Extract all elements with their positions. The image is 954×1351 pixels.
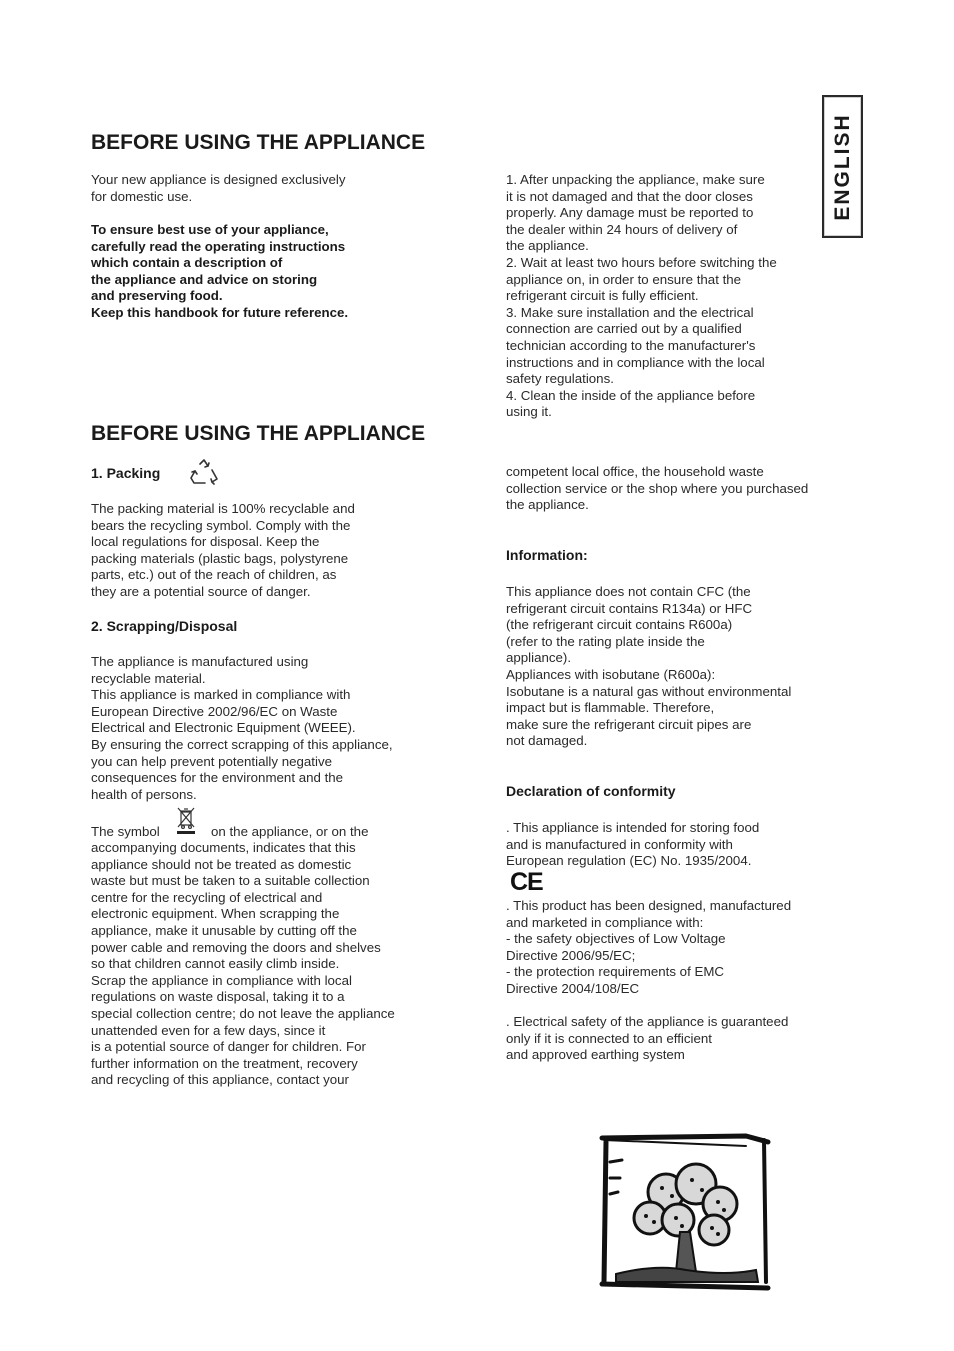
information-line: Isobutane is a natural gas without environmental [506,683,792,699]
scrapping-line: waste but must be taken to a suitable collection [91,873,370,889]
declaration-text1 [506,820,759,870]
scrapping-line: and recycling of this appliance, contact your [91,1072,349,1088]
note-line: which contain a description of [91,255,283,271]
declaration-line: . Electrical safety of the appliance is guaranteed [506,1014,789,1029]
scrapping-line: European Directive 2002/96/EC on Waste [91,703,338,719]
continued-line: competent local office, the household waste [506,464,764,479]
scrapping-line: so that children cannot easily climb inside. [91,956,340,972]
declaration-line: European regulation (EC) No. 1935/2004. [506,853,752,869]
scrapping-line: consequences for the environment and the [91,770,344,786]
packing-line: packing materials (plastic bags, polystyrene [91,550,349,566]
note-line: To ensure best use of your appliance, [91,222,329,237]
information-line: refrigerant circuit contains R134a) or HFC [506,600,753,616]
declaration-line: - the protection requirements of EMC [506,964,725,980]
declaration-heading: Declaration of conformity [506,783,676,799]
step-line: the dealer within 24 hours of delivery of [506,221,738,237]
scrapping-line: further information on the treatment, recovery [91,1055,358,1071]
ce-mark-icon: CE [510,868,543,896]
scrapping-line: By ensuring the correct scrapping of this appliance, [91,736,393,752]
step-line: connection are carried out by a qualified [506,321,742,337]
note-line: Keep this handbook for future reference. [91,304,349,320]
declaration-line: and approved earthing system [506,1047,685,1063]
packing-line: bears the recycling symbol. Comply with the [91,517,351,533]
declaration-text3 [506,1014,788,1064]
information-line: This appliance does not contain CFC (the [506,584,751,599]
scrapping-line: centre for the recycling of electrical and [91,889,323,905]
scrapping-line: This appliance is marked in compliance with [91,687,351,703]
information-line: (the refrigerant circuit contains R600a) [506,617,733,633]
scrapping-line: special collection centre; do not leave the appliance [91,1005,395,1021]
note-line: and preserving food. [91,288,223,304]
scrapping-line: Electrical and Electronic Equipment (WEEE). [91,720,356,736]
step-line: 2. Wait at least two hours before switching the [506,254,777,270]
information-line: (refer to the rating plate inside the [506,633,705,649]
scrapping-line: unattended even for a few days, since it [91,1022,326,1038]
scrapping-line: power cable and removing the doors and shelves [91,939,381,955]
step-line: appliance on, in order to ensure that the [506,271,742,287]
declaration-line: Directive 2004/108/EC [506,980,640,996]
declaration-line: - the safety objectives of Low Voltage [506,931,726,947]
step-line: 3. Make sure installation and the electrical [506,304,754,320]
step-line: instructions and in compliance with the local [506,354,765,370]
information-line: not damaged. [506,733,588,749]
step-line: 4. Clean the inside of the appliance before [506,387,756,403]
step-line: it is not damaged and that the door closes [506,188,753,204]
note-line: carefully read the operating instructions [91,238,346,254]
tree-illustration-icon [596,1132,776,1296]
section1-title: BEFORE USING THE APPLIANCE [91,131,426,154]
scrapping-line: you can help prevent potentially negative [91,753,332,769]
packing-line: parts, etc.) out of the reach of children, as [91,567,337,583]
packing-line: they are a potential source of danger. [91,583,311,599]
symbol-before-text: The symbol [91,824,160,839]
declaration-line: . This product has been designed, manufactured [506,898,792,913]
step-line: 1. After unpacking the appliance, make sure [506,172,765,187]
scrapping-heading: 2. Scrapping/Disposal [91,618,238,634]
step-line: the appliance. [506,238,589,254]
declaration-line: and is manufactured in conformity with [506,836,733,852]
language-tab-label: ENGLISH [830,112,854,221]
note-line: the appliance and advice on storing [91,271,318,287]
scrapping-line: recyclable material. [91,670,206,686]
packing-heading: 1. Packing [91,465,161,481]
continued-text [506,464,808,514]
step-line: technician according to the manufacturer's [506,337,756,353]
section1-bold-note [91,222,348,322]
recycle-icon [188,458,220,486]
step-line: properly. Any damage must be reported to [506,205,754,221]
information-heading: Information: [506,547,588,563]
scrapping-line: is a potential source of danger for children. For [91,1039,366,1055]
continued-line: the appliance. [506,497,589,513]
information-line: Appliances with isobutane (R600a): [506,666,716,682]
packing-line: local regulations for disposal. Keep the [91,534,320,550]
symbol-after-text: on the appliance, or on the [211,824,369,839]
weee-bin-icon [175,806,197,836]
scrapping-text2 [91,840,395,1089]
step-line: using it. [506,404,552,420]
scrapping-line: health of persons. [91,786,197,802]
section1-intro [91,172,346,205]
declaration-text2 [506,898,791,998]
scrapping-line: appliance, make it unusable by cutting off the [91,922,357,938]
declaration-line: only if it is connected to an efficient [506,1030,712,1046]
scrapping-line: electronic equipment. When scrapping the [91,906,340,922]
declaration-line: Directive 2006/95/EC; [506,947,636,963]
scrapping-line: appliance should not be treated as domestic [91,856,352,872]
declaration-line: and marketed in compliance with: [506,914,704,930]
declaration-line: . This appliance is intended for storing food [506,820,760,835]
scrapping-line: The appliance is manufactured using [91,654,309,669]
section1-steps [506,172,777,421]
information-line: appliance). [506,650,572,666]
scrapping-line: accompanying documents, indicates that this [91,840,356,855]
step-line: safety regulations. [506,371,614,387]
intro-line: Your new appliance is designed exclusively [91,172,346,187]
continued-line: collection service or the shop where you purchased [506,480,809,496]
step-line: refrigerant circuit is fully efficient. [506,288,699,304]
scrapping-line: Scrap the appliance in compliance with local [91,972,352,988]
scrapping-text [91,654,393,803]
information-line: impact but is flammable. Therefore, [506,700,715,716]
language-tab [822,95,863,238]
information-text [506,584,791,750]
section2-title: BEFORE USING THE APPLIANCE [91,422,426,445]
information-line: make sure the refrigerant circuit pipes are [506,716,752,732]
packing-line: The packing material is 100% recyclable and [91,501,355,516]
packing-text [91,501,355,601]
intro-line: for domestic use. [91,188,193,204]
scrapping-line: regulations on waste disposal, taking it to a [91,989,345,1005]
